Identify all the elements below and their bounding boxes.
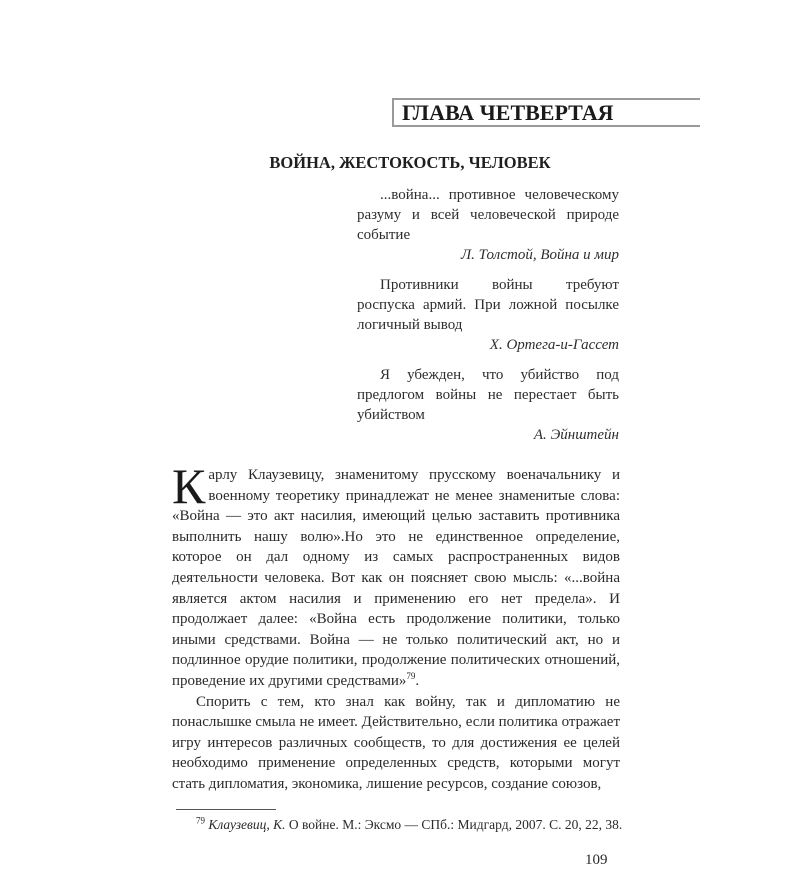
epigraph-author: А. Эйнштейн [533,427,619,443]
epigraph-text: ...война... противное человеческому разуму и всей человеческой природе событие [357,187,619,243]
epigraph [357,275,619,355]
epigraph-author: Х. Ортега-и-Гассет [489,337,619,353]
epigraph-author: Л. Толстой, Война и мир [461,247,619,263]
epigraph [357,185,619,265]
body-paragraph [172,692,620,795]
epigraph [357,365,619,445]
chapter-heading-box [392,98,700,127]
drop-cap: К [172,458,206,514]
footnote-author: Клаузевиц, К. [208,816,286,832]
paragraph-end: . [415,672,420,689]
footnote-text: О войне. М.: Эксмо — СПб.: Мидгард, 2007. С. 20, 22, 38. [285,816,623,832]
footnote [196,816,624,833]
paragraph-text: арлу Клаузевицу, знаменитому прусскому военачальнику и военному теоретику принадлежат не менее знаменитые слова: «Война — это акт насилия, имеющий целью заставить противника выполнить нашу волю».Но это не единственное определение, которое он дал одному из самых распространенных видов деятельности человека. Вот как он поясняет свою мысль: «...война является актом насилия и применению его нет предела». И продолжает далее: «Война есть продолжение политики, только иными средствами. Война — не только политический акт, но и подлинное орудие политики, продолжение политических отношений, проведение их другими средствами» [172,467,620,689]
footnote-reference[interactable]: 79 [406,670,416,681]
page-number: 109 [585,851,608,868]
epigraph-text: Я убежден, что убийство под предлогом войны не перестает быть убийством [357,367,619,423]
footnote-area [176,809,624,833]
body-paragraph [172,458,620,692]
footnote-number: 79 [196,815,205,825]
section-title: ВОЙНА, ЖЕСТОКОСТЬ, ЧЕЛОВЕК [269,153,551,172]
footnote-divider [176,809,276,810]
chapter-title: ГЛАВА ЧЕТВЕРТАЯ [402,100,614,125]
paragraph-text: Спорить с тем, кто знал как войну, так и дипломатию не понаслышке смыла не имеет. Действительно, если политика отражает игру интересов различных сообществ, то для достижения ее целей необходимо применение определенных средств, которыми могут стать дипломатия, экономика, лишение ресурсов, создание союзов, [172,693,620,792]
epigraph-text: Противники войны требуют роспуска армий. При ложной посылке логичный вывод [357,277,619,333]
